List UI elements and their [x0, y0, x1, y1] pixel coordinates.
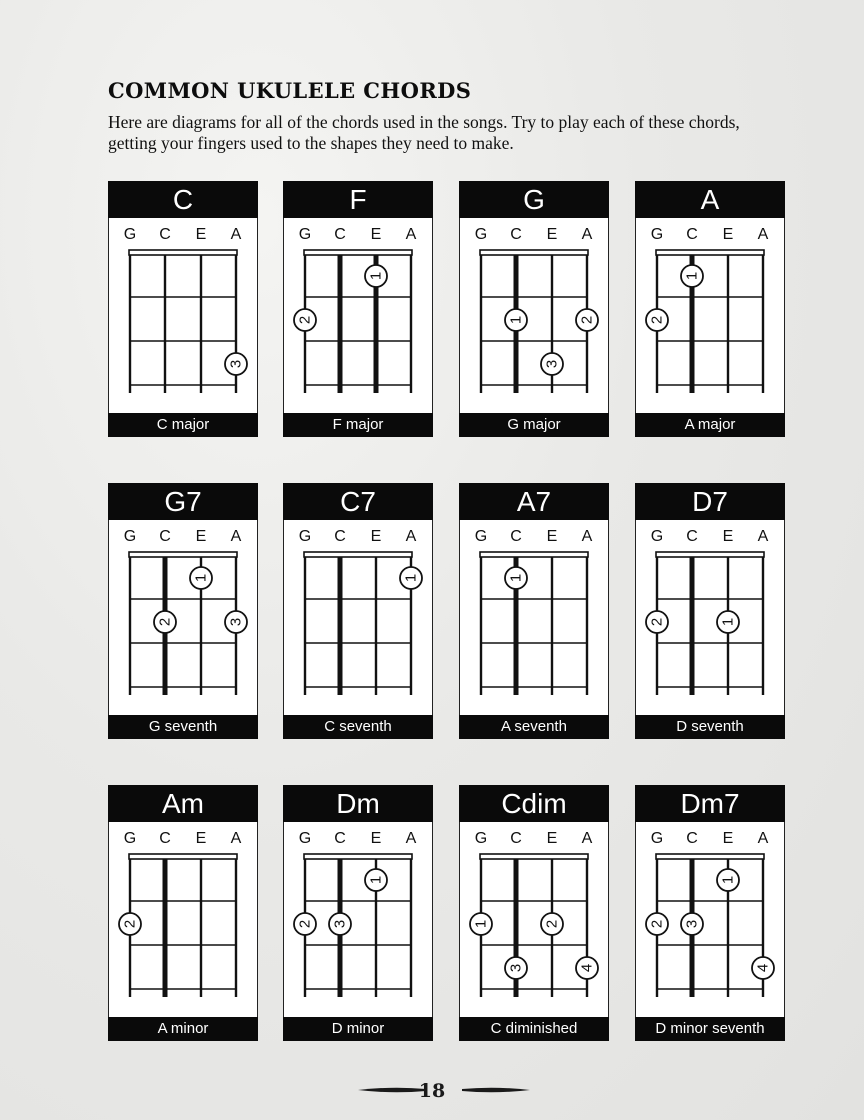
string-label: G — [123, 226, 137, 243]
finger-number: 1 — [719, 617, 737, 627]
string-names — [108, 830, 258, 848]
finger-number: 2 — [648, 919, 666, 929]
nut — [304, 552, 412, 557]
fretboard — [459, 245, 609, 407]
string-label: G — [474, 226, 488, 243]
chord-card — [459, 483, 609, 739]
finger-dot — [646, 611, 668, 633]
chord-caption: A seventh — [459, 715, 609, 739]
nut — [480, 854, 588, 859]
finger-dot — [717, 869, 739, 891]
fretboard — [459, 547, 609, 709]
string-label: G — [474, 528, 488, 545]
string-label: E — [722, 528, 734, 545]
string-label: G — [298, 830, 312, 847]
string-label: E — [546, 830, 558, 847]
finger-dot — [646, 913, 668, 935]
finger-number: 1 — [719, 875, 737, 885]
nut — [129, 854, 237, 859]
string-label: A — [581, 528, 593, 545]
finger-number: 1 — [367, 271, 385, 281]
string-label: C — [159, 528, 171, 545]
finger-dot — [576, 309, 598, 331]
page-number: 18 — [418, 1080, 446, 1102]
finger-number: 2 — [648, 617, 666, 627]
string-label: E — [546, 528, 558, 545]
finger-dot — [576, 957, 598, 979]
chord-card — [459, 181, 609, 437]
intro-paragraph: Here are diagrams for all of the chords used in the songs. Try to play each of these chords, getting your fingers used to the shapes they need to make. — [108, 112, 740, 153]
chord-name: A7 — [459, 483, 609, 520]
finger-dot — [294, 309, 316, 331]
left-ornament — [358, 1087, 426, 1093]
chord-card — [459, 785, 609, 1041]
chord-caption: D minor — [283, 1017, 433, 1041]
string-names — [635, 528, 785, 546]
fretboard — [283, 849, 433, 1011]
chord-caption: F major — [283, 413, 433, 437]
nut — [129, 250, 237, 255]
string-label: G — [650, 830, 664, 847]
string-label: E — [370, 830, 382, 847]
fretboard — [108, 547, 258, 709]
chord-card — [108, 785, 258, 1041]
finger-number: 3 — [227, 359, 245, 369]
chord-name: Am — [108, 785, 258, 822]
string-label: A — [405, 226, 417, 243]
string-label: C — [686, 226, 698, 243]
finger-number: 4 — [754, 963, 772, 973]
chord-caption: C seventh — [283, 715, 433, 739]
finger-number: 2 — [121, 919, 139, 929]
finger-dot — [646, 309, 668, 331]
fretboard — [283, 547, 433, 709]
finger-dot — [505, 957, 527, 979]
finger-number: 3 — [331, 919, 349, 929]
chord-name: Cdim — [459, 785, 609, 822]
finger-dot — [717, 611, 739, 633]
finger-dot — [505, 567, 527, 589]
finger-number: 1 — [507, 315, 525, 325]
string-label: G — [474, 830, 488, 847]
finger-dot — [190, 567, 212, 589]
string-names — [283, 226, 433, 244]
chord-caption: C diminished — [459, 1017, 609, 1041]
nut — [480, 250, 588, 255]
finger-dot — [681, 265, 703, 287]
string-names — [459, 528, 609, 546]
chord-name: C7 — [283, 483, 433, 520]
finger-number: 2 — [296, 919, 314, 929]
string-names — [283, 528, 433, 546]
finger-number: 3 — [683, 919, 701, 929]
nut — [304, 250, 412, 255]
page-title: COMMON UKULELE CHORDS — [108, 78, 472, 103]
string-label: G — [298, 226, 312, 243]
string-label: G — [650, 528, 664, 545]
finger-dot — [400, 567, 422, 589]
string-label: A — [757, 830, 769, 847]
string-label: A — [230, 528, 242, 545]
string-label: A — [757, 528, 769, 545]
string-names — [108, 528, 258, 546]
string-label: E — [195, 528, 207, 545]
string-names — [459, 226, 609, 244]
chord-caption: G seventh — [108, 715, 258, 739]
finger-dot — [225, 353, 247, 375]
string-label: E — [195, 226, 207, 243]
chord-caption: A major — [635, 413, 785, 437]
string-label: A — [230, 226, 242, 243]
chord-name: F — [283, 181, 433, 218]
string-label: C — [159, 830, 171, 847]
chord-name: G7 — [108, 483, 258, 520]
chord-name: A — [635, 181, 785, 218]
string-label: A — [581, 226, 593, 243]
string-label: C — [510, 528, 522, 545]
nut — [656, 250, 764, 255]
string-label: E — [370, 528, 382, 545]
finger-dot — [329, 913, 351, 935]
fretboard — [635, 547, 785, 709]
finger-number: 2 — [296, 315, 314, 325]
string-label: C — [159, 226, 171, 243]
fretboard — [635, 849, 785, 1011]
string-label: A — [757, 226, 769, 243]
chord-caption: C major — [108, 413, 258, 437]
finger-number: 3 — [507, 963, 525, 973]
finger-dot — [541, 913, 563, 935]
string-label: C — [334, 830, 346, 847]
chord-caption: D minor seventh — [635, 1017, 785, 1041]
finger-number: 2 — [648, 315, 666, 325]
fretboard — [108, 245, 258, 407]
fretboard — [108, 849, 258, 1011]
finger-dot — [470, 913, 492, 935]
chord-name: Dm7 — [635, 785, 785, 822]
string-label: G — [123, 830, 137, 847]
finger-number: 1 — [192, 573, 210, 583]
fretboard — [283, 245, 433, 407]
chord-card — [108, 181, 258, 437]
finger-dot — [681, 913, 703, 935]
string-label: C — [510, 226, 522, 243]
finger-number: 2 — [543, 919, 561, 929]
fretboard — [459, 849, 609, 1011]
string-label: G — [123, 528, 137, 545]
finger-dot — [365, 265, 387, 287]
finger-number: 1 — [367, 875, 385, 885]
finger-dot — [541, 353, 563, 375]
string-label: A — [581, 830, 593, 847]
chord-caption: G major — [459, 413, 609, 437]
string-label: A — [405, 830, 417, 847]
chord-card — [635, 181, 785, 437]
string-names — [635, 830, 785, 848]
nut — [304, 854, 412, 859]
chord-card — [635, 785, 785, 1041]
chord-card — [108, 483, 258, 739]
finger-number: 4 — [578, 963, 596, 973]
nut — [656, 854, 764, 859]
chord-caption: D seventh — [635, 715, 785, 739]
finger-dot — [119, 913, 141, 935]
chord-name: C — [108, 181, 258, 218]
fretboard — [635, 245, 785, 407]
string-names — [635, 226, 785, 244]
string-label: G — [298, 528, 312, 545]
string-label: E — [370, 226, 382, 243]
finger-dot — [365, 869, 387, 891]
finger-number: 3 — [543, 359, 561, 369]
finger-dot — [505, 309, 527, 331]
string-label: A — [230, 830, 242, 847]
finger-number: 1 — [683, 271, 701, 281]
finger-number: 3 — [227, 617, 245, 627]
chord-name: Dm — [283, 785, 433, 822]
string-label: C — [510, 830, 522, 847]
string-label: A — [405, 528, 417, 545]
chord-card — [635, 483, 785, 739]
nut — [129, 552, 237, 557]
string-label: E — [546, 226, 558, 243]
chord-name: G — [459, 181, 609, 218]
finger-dot — [752, 957, 774, 979]
nut — [656, 552, 764, 557]
string-label: C — [334, 226, 346, 243]
finger-dot — [225, 611, 247, 633]
string-label: C — [334, 528, 346, 545]
string-label: C — [686, 528, 698, 545]
finger-dot — [294, 913, 316, 935]
string-names — [459, 830, 609, 848]
string-names — [108, 226, 258, 244]
finger-number: 2 — [156, 617, 174, 627]
string-label: E — [722, 830, 734, 847]
right-ornament — [462, 1087, 530, 1093]
string-label: E — [195, 830, 207, 847]
string-label: C — [686, 830, 698, 847]
finger-dot — [154, 611, 176, 633]
chord-name: D7 — [635, 483, 785, 520]
finger-number: 1 — [507, 573, 525, 583]
chord-card — [283, 483, 433, 739]
finger-number: 1 — [402, 573, 420, 583]
chord-card — [283, 785, 433, 1041]
string-label: E — [722, 226, 734, 243]
string-names — [283, 830, 433, 848]
chord-card — [283, 181, 433, 437]
finger-number: 2 — [578, 315, 596, 325]
string-label: G — [650, 226, 664, 243]
nut — [480, 552, 588, 557]
finger-number: 1 — [472, 919, 490, 929]
chord-caption: A minor — [108, 1017, 258, 1041]
